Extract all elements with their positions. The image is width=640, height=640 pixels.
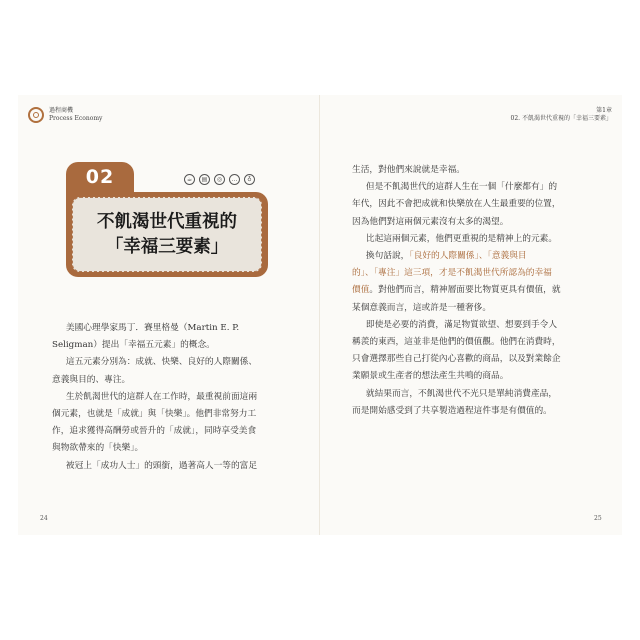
chapter-badge: 02 bbox=[66, 162, 134, 192]
logo-icon bbox=[28, 107, 44, 123]
paragraph-line: 作，追求獲得高酬勞或晉升的「成就」，同時享受美食 bbox=[52, 426, 257, 437]
title-box bbox=[66, 192, 268, 277]
paragraph-line: 年代，因此不會把成就和快樂放在人生最重要的位置， bbox=[352, 199, 561, 210]
highlight-text: 的」、「專注」這三項， bbox=[352, 268, 439, 279]
paragraph-line: 就結果而言，不飢渴世代不光只是單純消費產品， bbox=[365, 388, 558, 399]
title-line-1: 不飢渴世代重視的 bbox=[97, 211, 237, 232]
paragraph-line: 因為他們對這兩個元素沒有太多的渴望。 bbox=[352, 216, 509, 227]
paragraph-line: 業願景或生產者的想法產生共鳴的商品。 bbox=[352, 371, 509, 382]
chat-icon: … bbox=[229, 174, 240, 185]
left-body-text bbox=[52, 320, 266, 475]
page-number-right: 25 bbox=[594, 515, 602, 522]
cup-icon: ☕ bbox=[184, 174, 195, 185]
paragraph-line: 即使是必要的消費，滿足物質欲望、想要到手令人 bbox=[365, 319, 558, 330]
brand-title: 過程商機 bbox=[49, 107, 74, 114]
paragraph-line: 某個意義而言，這或許是一種奢侈。 bbox=[352, 302, 491, 313]
paragraph-line: 個元素，也就是「成就」與「快樂」。他們非常努力工 bbox=[52, 409, 257, 420]
book-icon: ▤ bbox=[199, 174, 210, 185]
brand bbox=[49, 107, 102, 123]
paragraph-line: 比起這兩個元素，他們更重視的是精神上的元素。 bbox=[365, 233, 558, 244]
paragraph-line bbox=[352, 265, 572, 282]
highlight-text: 才是不飢渴世代所認為的幸福 bbox=[438, 268, 552, 279]
paragraph-line: Seligman）提出「幸福五元素」的概念。 bbox=[52, 340, 215, 351]
brand-subtitle: Process Economy bbox=[49, 115, 103, 122]
paragraph-line: 但是不飢渴世代的這群人生在一個「什麼都有」的 bbox=[365, 182, 558, 193]
chapter-label: 第1章 bbox=[596, 107, 612, 114]
paragraph-line: 美國心理學家馬丁．賽里格曼（Martin E. P. bbox=[65, 323, 240, 333]
icon-row bbox=[184, 174, 255, 185]
paragraph-line: 稱羨的東西，這並非是他們的價值觀。他們在消費時， bbox=[352, 337, 561, 348]
paragraph-line: 這五元素分別為：成就、快樂、良好的人際關係、 bbox=[65, 357, 258, 368]
paragraph-line: 只會選擇那些自己打從內心喜歡的商品，以及對業餘企 bbox=[352, 354, 561, 365]
medal-icon: ◎ bbox=[214, 174, 225, 185]
paragraph-line: 與物欲帶來的「快樂」。 bbox=[52, 443, 144, 454]
text-span: 。對他們而言，精神層面要比物質更具有價值，就 bbox=[369, 285, 561, 296]
paragraph-line: 而是開始感受到了共享製造過程這件事是有價值的。 bbox=[352, 405, 552, 416]
paragraph-line: 生於飢渴世代的這群人在工作時，最重視前面這兩 bbox=[65, 391, 258, 402]
running-header bbox=[511, 107, 612, 123]
text-span: 換句話說， bbox=[365, 251, 410, 262]
paragraph-line: 被冠上「成功人士」的頭銜，過著高人一等的富足 bbox=[65, 460, 258, 471]
highlight-text: 價值 bbox=[352, 285, 370, 296]
paragraph-line bbox=[352, 248, 572, 265]
paragraph-line: 意義與目的、專注。 bbox=[52, 374, 131, 385]
highlight-text: 「良好的人際關係」、「意義與目 bbox=[409, 251, 527, 262]
paragraph-line: 生活，對他們來說就是幸福。 bbox=[352, 165, 465, 175]
section-label: 02. 不飢渴世代重視的「幸福三要素」 bbox=[510, 115, 612, 122]
paragraph-line bbox=[352, 282, 572, 299]
title-inner bbox=[72, 197, 262, 272]
page-number-left: 24 bbox=[40, 515, 48, 522]
title-line-2: 「幸福三要素」 bbox=[105, 236, 229, 257]
right-body-text bbox=[352, 162, 572, 420]
lightbulb-icon: ♁ bbox=[244, 174, 255, 185]
